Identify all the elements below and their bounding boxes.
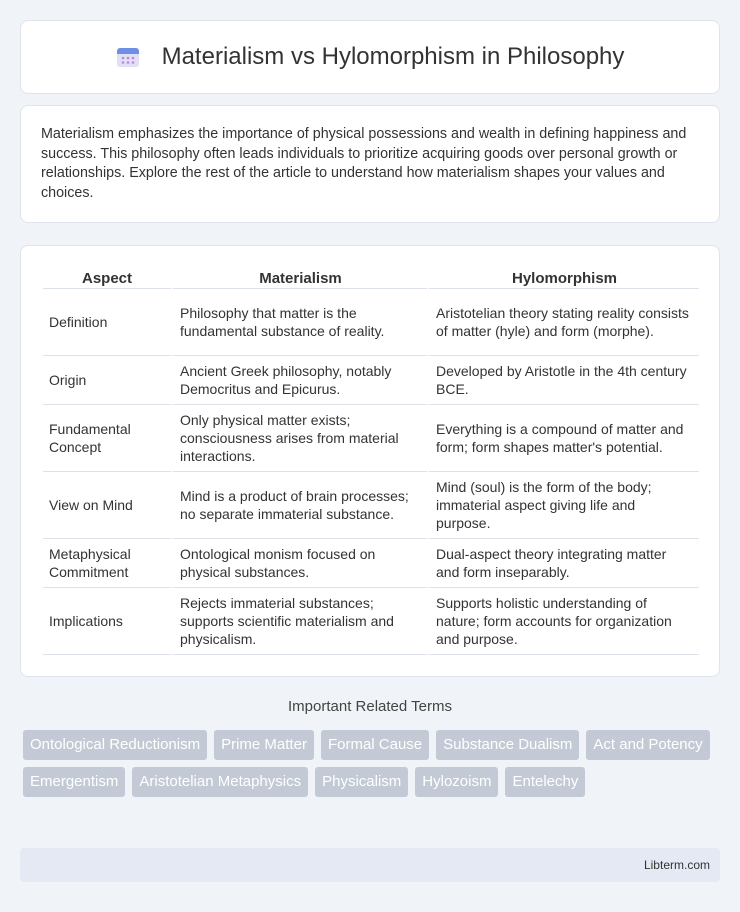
header-hylomorphism: Hylomorphism <box>427 266 699 289</box>
related-terms-list <box>23 730 723 804</box>
table-row <box>43 472 699 539</box>
row-aspect: Definition <box>43 289 171 356</box>
row-aspect: Implications <box>43 588 171 655</box>
row-aspect: View on Mind <box>43 472 171 539</box>
comparison-table-card <box>20 245 720 677</box>
row-materialism: Ontological monism focused on physical substances. <box>171 539 427 588</box>
comparison-table <box>43 266 699 655</box>
tag-aristotelian-metaphysics[interactable]: Aristotelian Metaphysics <box>132 767 308 797</box>
tag-physicalism[interactable]: Physicalism <box>315 767 408 797</box>
tag-hylozoism[interactable]: Hylozoism <box>415 767 498 797</box>
tag-formal-cause[interactable]: Formal Cause <box>321 730 429 760</box>
header-materialism: Materialism <box>171 266 427 289</box>
row-aspect: Origin <box>43 356 171 405</box>
intro-card <box>20 105 720 223</box>
row-materialism: Mind is a product of brain processes; no separate immaterial substance. <box>171 472 427 539</box>
intro-text: Materialism emphasizes the importance of physical possessions and wealth in defining happiness and success. This philosophy often leads individuals to prioritize acquiring goods over personal growth or relationships. Explore the rest of the article to understand how materialism shapes your values and choices. <box>41 126 687 201</box>
tag-act-and-potency[interactable]: Act and Potency <box>586 730 709 760</box>
row-materialism: Rejects immaterial substances; supports scientific materialism and physicalism. <box>171 588 427 655</box>
row-hylomorphism: Supports holistic understanding of nature; form accounts for organization and purpose. <box>427 588 699 655</box>
table-row <box>43 588 699 655</box>
tag-ontological-reductionism[interactable]: Ontological Reductionism <box>23 730 207 760</box>
footer-brand-link[interactable]: Libterm.com <box>643 858 710 872</box>
table-header-row <box>43 266 699 289</box>
footer <box>20 848 720 882</box>
tag-emergentism[interactable]: Emergentism <box>23 767 125 797</box>
table-row <box>43 405 699 472</box>
row-materialism: Ancient Greek philosophy, notably Democritus and Epicurus. <box>171 356 427 405</box>
related-terms-title: Important Related Terms <box>288 698 452 715</box>
row-aspect: Metaphysical Commitment <box>43 539 171 588</box>
table-row <box>43 356 699 405</box>
row-hylomorphism: Dual-aspect theory integrating matter and form inseparably. <box>427 539 699 588</box>
calendar-icon <box>116 46 140 68</box>
tag-entelechy[interactable]: Entelechy <box>505 767 585 797</box>
row-hylomorphism: Aristotelian theory stating reality consists of matter (hyle) and form (morphe). <box>427 289 699 356</box>
row-materialism: Only physical matter exists; consciousness arises from material interactions. <box>171 405 427 472</box>
row-aspect: Fundamental Concept <box>43 405 171 472</box>
table-row <box>43 539 699 588</box>
table-row <box>43 289 699 356</box>
header-card <box>20 20 720 94</box>
header-aspect: Aspect <box>43 266 171 289</box>
row-hylomorphism: Everything is a compound of matter and form; form shapes matter's potential. <box>427 405 699 472</box>
row-materialism: Philosophy that matter is the fundamental substance of reality. <box>171 289 427 356</box>
tag-substance-dualism[interactable]: Substance Dualism <box>436 730 579 760</box>
row-hylomorphism: Mind (soul) is the form of the body; immaterial aspect giving life and purpose. <box>427 472 699 539</box>
row-hylomorphism: Developed by Aristotle in the 4th century BCE. <box>427 356 699 405</box>
page-title: Materialism vs Hylomorphism in Philosophy <box>161 43 625 70</box>
tag-prime-matter[interactable]: Prime Matter <box>214 730 314 760</box>
